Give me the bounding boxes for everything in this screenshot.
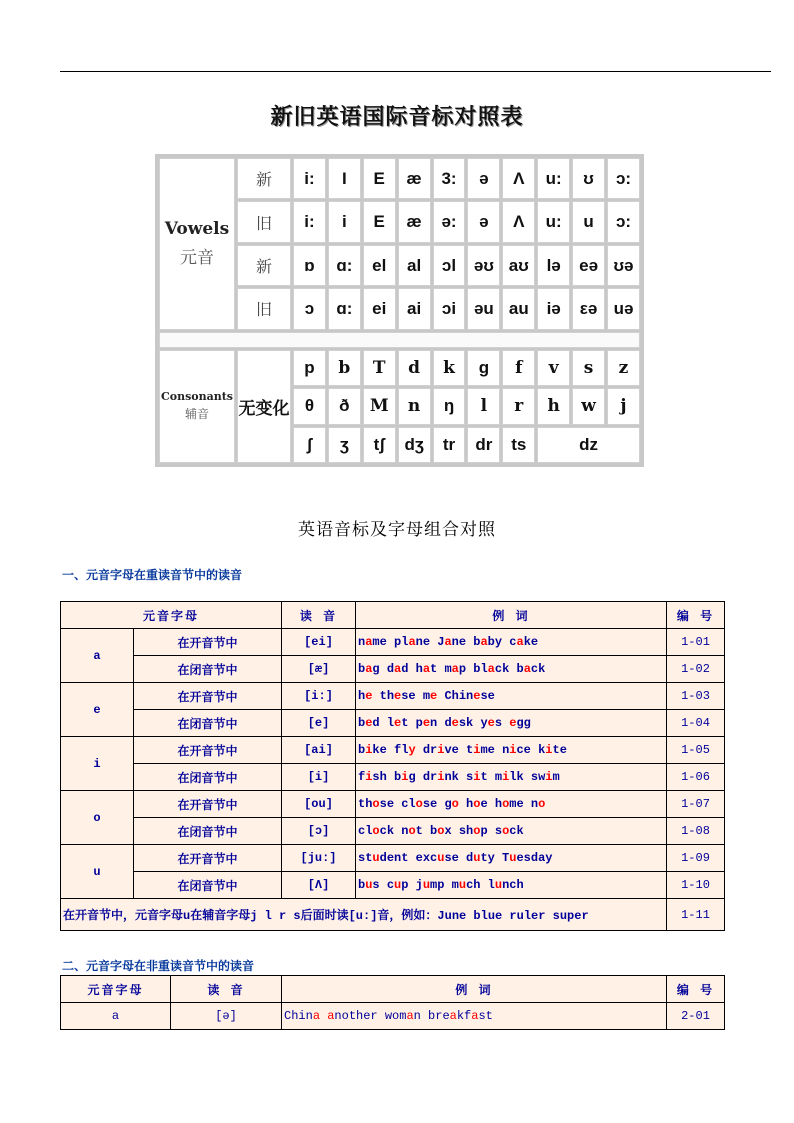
symbol-cell: s [572, 350, 605, 386]
symbol-cell: tr [433, 427, 466, 464]
symbol-cell: w [572, 388, 605, 424]
example-words-cell: bag dad hat map black back [356, 656, 667, 683]
symbol-cell: k [433, 350, 466, 386]
section1-heading: 一、元音字母在重读音节中的读音 [62, 569, 243, 583]
sound-cell: [ə] [171, 1003, 282, 1030]
code-cell: 1-09 [667, 845, 725, 872]
symbol-cell: I [328, 158, 361, 199]
symbol-cell: ð [328, 388, 361, 424]
symbol-cell: ʒ [328, 427, 361, 464]
symbol-cell: ɑ: [328, 288, 361, 329]
symbol-cell: ɔi [433, 288, 466, 329]
example-words-cell: fish big drink sit milk swim [356, 764, 667, 791]
row-tag-new: 新 [237, 245, 291, 286]
symbol-cell: u [572, 201, 605, 242]
table-row [61, 818, 725, 845]
code-cell: 1-07 [667, 791, 725, 818]
table-row [61, 683, 725, 710]
unstressed-vowel-table [60, 975, 725, 1030]
symbol-cell: g [467, 350, 500, 386]
vowel-letter-cell: u [61, 845, 134, 899]
header-sound: 读 音 [171, 976, 282, 1003]
symbol-cell: v [537, 350, 570, 386]
symbol-cell: h [537, 388, 570, 424]
sound-cell: [i:] [282, 683, 356, 710]
symbol-cell: uə [607, 288, 640, 329]
symbol-cell: eə [572, 245, 605, 286]
note-code: 1-11 [667, 899, 725, 931]
symbol-cell: n [398, 388, 431, 424]
row-tag-old: 旧 [237, 201, 291, 242]
symbol-cell: 3: [433, 158, 466, 199]
symbol-cell: d [398, 350, 431, 386]
symbol-cell: dr [467, 427, 500, 464]
symbol-cell: l [467, 388, 500, 424]
table-row [61, 1003, 725, 1030]
table-row [61, 710, 725, 737]
chart-divider [159, 332, 640, 348]
symbol-cell: i: [293, 158, 326, 199]
table-row [61, 845, 725, 872]
example-words-cell: bike fly drive time nice kite [356, 737, 667, 764]
syllable-type-cell: 在开音节中 [134, 629, 282, 656]
symbol-cell: M [363, 388, 396, 424]
symbol-cell: əu [467, 288, 500, 329]
code-cell: 1-03 [667, 683, 725, 710]
consonants-label: Consonants 辅音 [159, 350, 235, 463]
symbol-cell: z [607, 350, 640, 386]
syllable-type-cell: 在闭音节中 [134, 872, 282, 899]
chart-title: 新旧英语国际音标对照表 [270, 105, 524, 130]
subtitle: 英语音标及字母组合对照 [298, 520, 496, 540]
phonetic-chart [155, 154, 644, 467]
symbol-cell: aʊ [502, 245, 535, 286]
syllable-type-cell: 在开音节中 [134, 737, 282, 764]
symbol-cell: f [502, 350, 535, 386]
top-rule [60, 71, 771, 72]
symbol-cell: T [363, 350, 396, 386]
code-cell: 1-01 [667, 629, 725, 656]
symbol-cell: E [363, 201, 396, 242]
sound-cell: [ai] [282, 737, 356, 764]
symbol-cell: æ [398, 201, 431, 242]
vowels-label: Vowels 元音 [159, 158, 235, 330]
code-cell: 1-10 [667, 872, 725, 899]
symbol-cell: æ [398, 158, 431, 199]
symbol-cell: ɔ [293, 288, 326, 329]
header-vowel-letter: 元音字母 [61, 976, 171, 1003]
header-code: 编 号 [667, 602, 725, 629]
vowel-letter-cell: a [61, 629, 134, 683]
symbol-cell: E [363, 158, 396, 199]
syllable-type-cell: 在开音节中 [134, 791, 282, 818]
symbol-cell: ɒ [293, 245, 326, 286]
unstressed-vowel-rows [61, 1003, 725, 1030]
symbol-cell: εə [572, 288, 605, 329]
table-row [61, 629, 725, 656]
sound-cell: [ei] [282, 629, 356, 656]
header-code: 编 号 [667, 976, 725, 1003]
symbol-cell: ə: [433, 201, 466, 242]
code-cell: 1-06 [667, 764, 725, 791]
sound-cell: [e] [282, 710, 356, 737]
example-words-cell: bed let pen desk yes egg [356, 710, 667, 737]
example-words-cell: clock not box shop sock [356, 818, 667, 845]
symbol-cell: əʊ [467, 245, 500, 286]
sound-cell: [Λ] [282, 872, 356, 899]
symbol-cell: al [398, 245, 431, 286]
row-tag-old: 旧 [237, 288, 291, 329]
vowel-letter-cell: a [61, 1003, 171, 1030]
sound-cell: [ou] [282, 791, 356, 818]
header-examples: 例 词 [356, 602, 667, 629]
symbol-cell: el [363, 245, 396, 286]
symbol-cell: ŋ [433, 388, 466, 424]
symbol-cell: ʊ [572, 158, 605, 199]
sound-cell: [ɔ] [282, 818, 356, 845]
symbol-cell: r [502, 388, 535, 424]
no-change-tag: 无变化 [237, 350, 291, 463]
stressed-vowel-table [60, 601, 725, 931]
example-words-cell: he these me Chinese [356, 683, 667, 710]
row-tag-new: 新 [237, 158, 291, 199]
symbol-cell: Λ [502, 201, 535, 242]
table-row [61, 872, 725, 899]
syllable-type-cell: 在开音节中 [134, 845, 282, 872]
symbol-cell: ə [467, 158, 500, 199]
symbol-cell: ɑ: [328, 245, 361, 286]
table-row [61, 656, 725, 683]
vowel-letter-cell: o [61, 791, 134, 845]
section2-heading: 二、元音字母在非重读音节中的读音 [62, 960, 255, 974]
syllable-type-cell: 在闭音节中 [134, 656, 282, 683]
header-vowel-letter: 元音字母 [61, 602, 282, 629]
symbol-cell: dʒ [398, 427, 431, 464]
code-cell: 1-08 [667, 818, 725, 845]
vowel-letter-cell: i [61, 737, 134, 791]
header-examples: 例 词 [282, 976, 667, 1003]
symbol-cell: ts [502, 427, 535, 464]
symbol-cell: ai [398, 288, 431, 329]
symbol-cell: iə [537, 288, 570, 329]
symbol-cell: ʃ [293, 427, 326, 464]
symbol-cell: u: [537, 158, 570, 199]
code-cell: 1-05 [667, 737, 725, 764]
table-row [61, 737, 725, 764]
vowel-letter-cell: e [61, 683, 134, 737]
code-cell: 1-02 [667, 656, 725, 683]
symbol-cell: j [607, 388, 640, 424]
header-sound: 读 音 [282, 602, 356, 629]
example-words-cell: bus cup jump much lunch [356, 872, 667, 899]
example-words-cell: student excuse duty Tuesday [356, 845, 667, 872]
symbol-cell: b [328, 350, 361, 386]
symbol-cell: tʃ [363, 427, 396, 464]
example-words-cell: those close go hoe home no [356, 791, 667, 818]
symbol-cell: lə [537, 245, 570, 286]
sound-cell: [i] [282, 764, 356, 791]
symbol-cell: ʊə [607, 245, 640, 286]
syllable-type-cell: 在开音节中 [134, 683, 282, 710]
symbol-cell: u: [537, 201, 570, 242]
note-row: 在开音节中，元音字母u在辅音字母j l r s后面时读[u:]音，例如：June blue ruler super [61, 899, 667, 931]
sound-cell: [æ] [282, 656, 356, 683]
symbol-cell: p [293, 350, 326, 386]
symbol-cell: i: [293, 201, 326, 242]
symbol-cell: ə [467, 201, 500, 242]
symbol-cell: ɔ: [607, 201, 640, 242]
symbol-cell: au [502, 288, 535, 329]
stressed-vowel-rows [61, 629, 725, 899]
symbol-cell: θ [293, 388, 326, 424]
symbol-cell: i [328, 201, 361, 242]
symbol-cell: ɔ: [607, 158, 640, 199]
example-words-cell: name plane Jane baby cake [356, 629, 667, 656]
symbol-cell: dz [537, 427, 640, 464]
syllable-type-cell: 在闭音节中 [134, 818, 282, 845]
example-words-cell: China another woman breakfast [282, 1003, 667, 1030]
table-row [61, 791, 725, 818]
symbol-cell: Λ [502, 158, 535, 199]
symbol-cell: ei [363, 288, 396, 329]
code-cell: 1-04 [667, 710, 725, 737]
code-cell: 2-01 [667, 1003, 725, 1030]
syllable-type-cell: 在闭音节中 [134, 710, 282, 737]
table-row [61, 764, 725, 791]
syllable-type-cell: 在闭音节中 [134, 764, 282, 791]
sound-cell: [ju:] [282, 845, 356, 872]
symbol-cell: ɔl [433, 245, 466, 286]
